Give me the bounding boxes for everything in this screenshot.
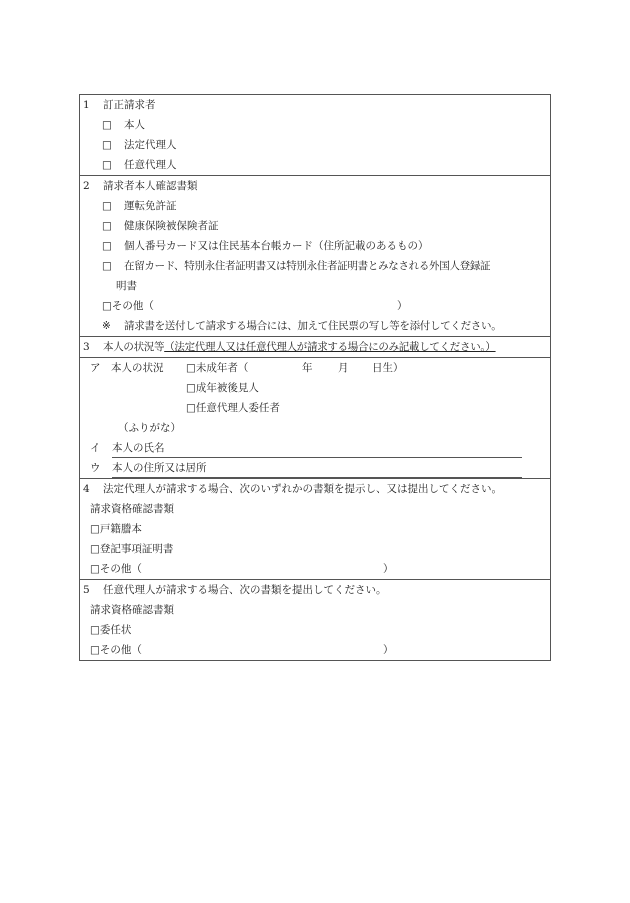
note-mark: ※ [102, 320, 111, 332]
checkbox-option-legal-agent[interactable] [80, 135, 550, 155]
checkbox-voluntary-principal[interactable]: □任意代理人委任者 [186, 402, 280, 414]
section-title: 本人の状況等 [103, 341, 165, 353]
furigana-label: （ふりがな） [118, 422, 181, 434]
checkbox-option-self[interactable] [80, 115, 550, 135]
checkbox-adult-ward[interactable]: □成年被後見人 [186, 382, 259, 394]
doc-heading: 請求資格確認書類 [90, 604, 174, 616]
option-label: 健康保険被保険者証 [124, 220, 219, 232]
checkbox-option-voluntary-agent[interactable] [80, 155, 550, 175]
section-number: 5 [83, 584, 90, 596]
section-1-heading [80, 95, 550, 115]
other-close-paren: ） [397, 300, 408, 312]
option-continuation: 明書 [116, 280, 137, 292]
checkbox-registry-certificate[interactable]: □登記事項証明書 [90, 543, 174, 555]
option-label: 運転免許証 [124, 200, 177, 212]
section-title-note: （法定代理人又は任意代理人が請求する場合にのみ記載してください。） [164, 341, 496, 353]
principal-address-field[interactable] [80, 458, 550, 478]
item-label: ウ [90, 462, 101, 474]
section-number: 1 [83, 99, 90, 111]
birth-day-label: 日生） [372, 362, 404, 374]
name-underline[interactable] [112, 438, 522, 458]
option-label: 任意代理人 [124, 159, 177, 171]
section-number: 3 [83, 341, 90, 353]
option-label: 法定代理人 [124, 139, 177, 151]
section-title: 任意代理人が請求する場合、次の書類を提出してください。 [103, 584, 387, 596]
other-close-paren: ） [383, 563, 394, 575]
section-requester [80, 95, 550, 176]
section-principal-status [80, 337, 550, 479]
section-title: 請求者本人確認書類 [103, 180, 198, 192]
other-label: □その他（ [90, 563, 142, 575]
checkbox-power-of-attorney[interactable]: □委任状 [90, 624, 132, 636]
checkbox-icon[interactable]: □ [102, 159, 112, 171]
checkbox-icon[interactable]: □ [102, 260, 112, 272]
doc-heading: 請求資格確認書類 [90, 503, 174, 515]
section-5-heading [80, 580, 550, 600]
checkbox-option-drivers-license[interactable] [80, 196, 550, 216]
mail-request-note [80, 316, 550, 336]
other-document-field[interactable] [80, 559, 550, 579]
item-label: イ [90, 442, 101, 454]
other-document-field[interactable] [80, 640, 550, 660]
section-number: 4 [83, 483, 90, 495]
section-title: 訂正請求者 [103, 99, 156, 111]
checkbox-option-residence-card[interactable] [80, 256, 550, 276]
section-identity-documents [80, 176, 550, 337]
option-label: 在留カード、特別永住者証明書又は特別永住者証明書とみなされる外国人登録証 [124, 260, 491, 272]
principal-name-label: 本人の氏名 [112, 442, 165, 454]
principal-status-label: ア 本人の状況 [90, 362, 164, 374]
birth-year-label: 年 [302, 362, 313, 374]
section-2-heading [80, 176, 550, 196]
other-close-paren: ） [383, 644, 394, 656]
option-label: 個人番号カード又は住民基本台帳カード（住所記載のあるもの） [124, 240, 429, 252]
note-text: 請求書を送付して請求する場合には、加えて住民票の写し等を添付してください。 [124, 320, 502, 332]
checkbox-option-health-insurance[interactable] [80, 216, 550, 236]
section-legal-agent-documents [80, 479, 550, 580]
section-number: 2 [83, 180, 90, 192]
checkbox-minor[interactable]: □未成年者（ [186, 362, 249, 374]
birth-month-label: 月 [338, 362, 349, 374]
checkbox-icon[interactable]: □ [102, 220, 112, 232]
checkbox-icon[interactable]: □ [102, 200, 112, 212]
section-4-heading [80, 479, 550, 499]
checkbox-option-my-number-card[interactable] [80, 236, 550, 256]
checkbox-icon[interactable]: □ [102, 139, 112, 151]
checkbox-icon[interactable]: □ [102, 240, 112, 252]
request-form [79, 94, 551, 661]
section-title: 法定代理人が請求する場合、次のいずれかの書類を提示し、又は提出してください。 [103, 483, 502, 495]
checkbox-icon[interactable]: □ [102, 119, 112, 131]
principal-status-row [80, 358, 550, 378]
other-label: □その他（ [90, 644, 142, 656]
address-underline[interactable] [112, 458, 522, 478]
other-label: □その他（ [102, 300, 154, 312]
option-label: 本人 [124, 119, 145, 131]
other-document-field[interactable] [80, 296, 550, 316]
checkbox-family-register[interactable]: □戸籍謄本 [90, 523, 142, 535]
principal-name-field[interactable] [80, 438, 550, 458]
section-voluntary-agent-documents [80, 580, 550, 660]
section-3-heading [80, 337, 550, 357]
principal-address-label: 本人の住所又は居所 [112, 462, 207, 474]
